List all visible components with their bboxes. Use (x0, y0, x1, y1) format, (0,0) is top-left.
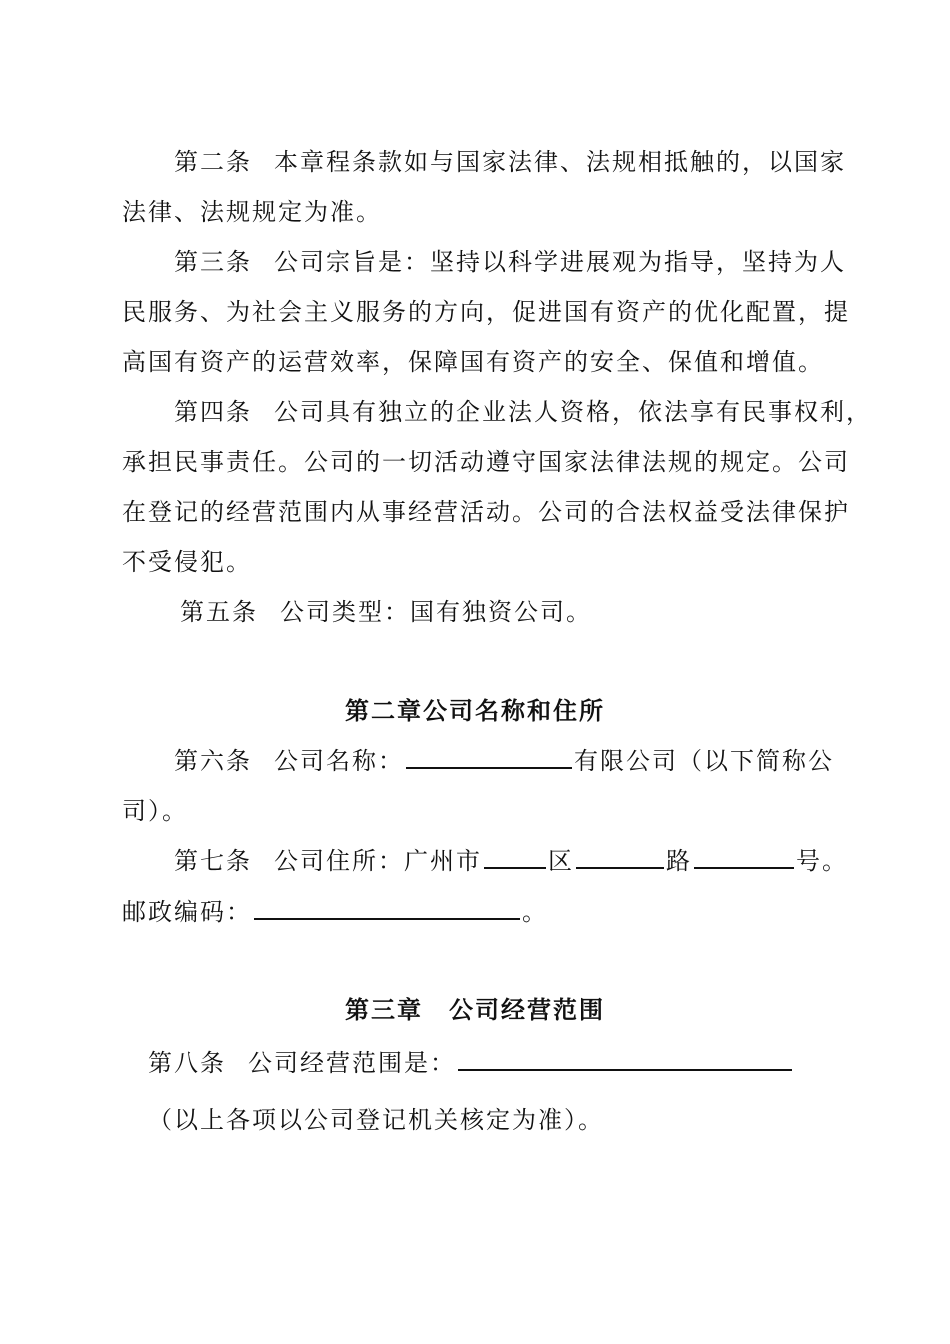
article-2-label: 第二条 (174, 148, 252, 176)
article-2-line-1 (174, 146, 846, 178)
road-label: 路 (666, 847, 692, 875)
postal-code-end: 。 (522, 898, 548, 926)
article-6-suffix: 有限公司（以下简称公 (574, 747, 834, 775)
postal-code-label: 邮政编码： (122, 898, 252, 926)
article-3-line-2: 民服务、为社会主义服务的方向，促进国有资产的优化配置，提 (122, 298, 850, 326)
article-7-label: 第七条 (174, 847, 252, 875)
article-2-line-2: 法律、法规规定为准。 (122, 198, 382, 226)
district-label: 区 (548, 847, 574, 875)
article-4-line-3: 在登记的经营范围内从事经营活动。公司的合法权益受法律保护 (122, 498, 850, 526)
article-4-label: 第四条 (174, 398, 252, 426)
chapter-3-heading: 第三章 公司经营范围 (345, 995, 605, 1024)
number-blank[interactable] (694, 845, 794, 869)
business-scope-blank[interactable] (458, 1047, 792, 1071)
article-5-text: 公司类型：国有独资公司。 (280, 598, 592, 626)
article-5-line (180, 596, 592, 628)
company-name-blank[interactable] (406, 745, 572, 769)
article-8-line-1 (148, 1047, 794, 1079)
article-8-note: （以上各项以公司登记机关核定为准）。 (148, 1106, 604, 1134)
article-7-line-2 (122, 896, 548, 928)
article-4-line-1 (174, 396, 872, 428)
article-5-label: 第五条 (180, 598, 258, 626)
article-4-line-2: 承担民事责任。公司的一切活动遵守国家法律法规的规定。公司 (122, 448, 850, 476)
chapter-2-heading: 第二章公司名称和住所 (345, 696, 605, 725)
number-label: 号。 (796, 847, 848, 875)
article-4-text: 公司具有独立的企业法人资格，依法享有民事权利， (274, 398, 872, 426)
article-3-text: 公司宗旨是：坚持以科学进展观为指导，坚持为人 (274, 248, 846, 276)
article-7-prefix: 公司住所：广州市 (274, 847, 482, 875)
article-3-line-1 (174, 246, 846, 278)
article-3-label: 第三条 (174, 248, 252, 276)
article-6-prefix: 公司名称： (274, 747, 404, 775)
article-6-line-2: 司）。 (122, 797, 188, 825)
road-blank[interactable] (576, 845, 664, 869)
article-6-line-1 (174, 745, 834, 777)
article-8-prefix: 公司经营范围是： (248, 1049, 456, 1077)
article-2-text: 本章程条款如与国家法律、法规相抵触的，以国家 (274, 148, 846, 176)
article-7-line-1 (174, 845, 848, 877)
article-6-label: 第六条 (174, 747, 252, 775)
district-blank[interactable] (484, 845, 546, 869)
article-4-line-4: 不受侵犯。 (122, 548, 252, 576)
article-3-line-3: 高国有资产的运营效率，保障国有资产的安全、保值和增值。 (122, 348, 824, 376)
article-8-label: 第八条 (148, 1049, 226, 1077)
postal-code-blank[interactable] (254, 896, 520, 920)
